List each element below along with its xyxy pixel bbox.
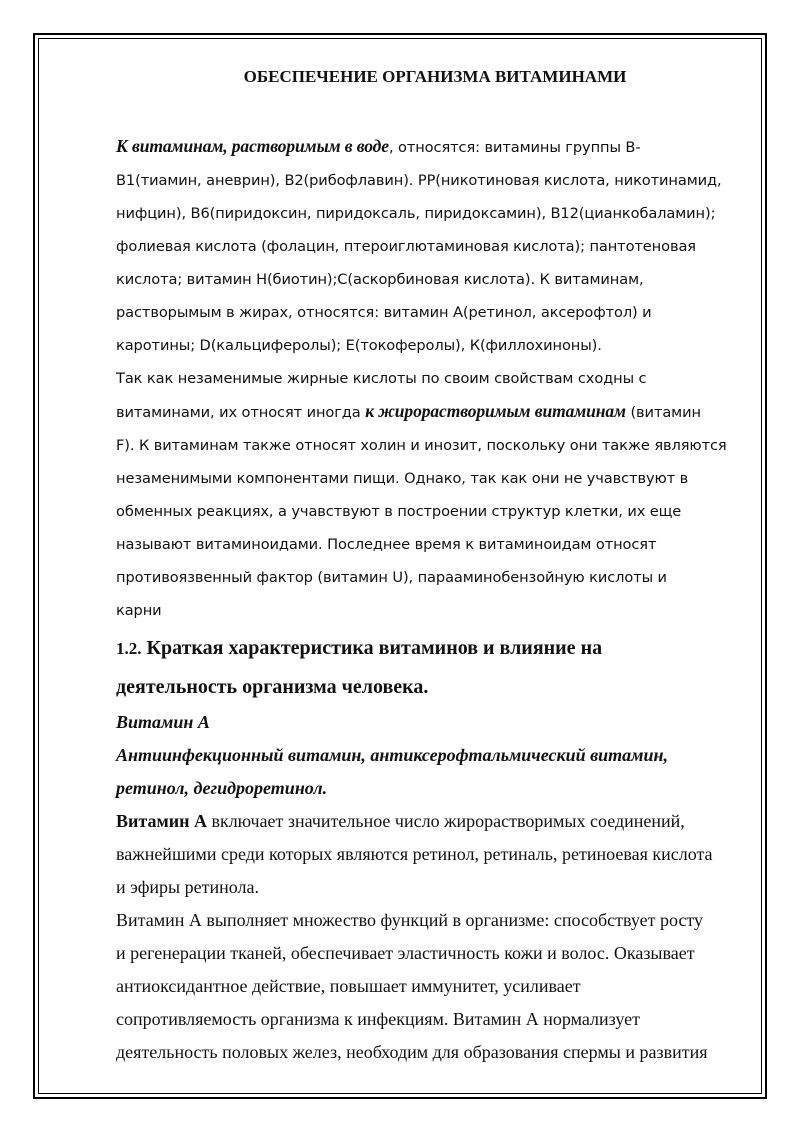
document-title: ОБЕСПЕЧЕНИЕ ОРГАНИЗМА ВИТАМИНАМИ <box>243 67 627 86</box>
vitamin-a-heading: Витамин А Антиинфекционный витамин, антиксерофтальмический витамин, ретинол, дегидроретинол. <box>116 706 746 805</box>
paragraph-water-soluble <box>116 130 746 362</box>
paragraph-vitamin-a-functions <box>116 904 746 1069</box>
text-line: и эфиры ретинола. <box>116 877 259 897</box>
text-line: и регенерации тканей, обеспечивает эластичность кожи и волос. Оказывает <box>116 943 695 963</box>
document-body <box>116 62 746 1069</box>
emphasis-water-soluble: К витаминам, растворимым в воде <box>116 136 389 156</box>
vitamin-a-bold: Витамин А <box>116 811 207 831</box>
text-line: Витамин А выполняет множество функций в организме: способствует росту <box>116 910 704 930</box>
text-line: растворымым в жирах, относятся: витамин А(ретинол, аксерофтол) и <box>116 304 652 321</box>
text-line: карни <box>116 602 162 619</box>
text-line: обменных реакциях, а учавствуют в построении структур клетки, их еще <box>116 503 682 520</box>
text-line: деятельность половых желез, необходим для образования спермы и развития <box>116 1042 708 1062</box>
text-line: фолиевая кислота (фолацин, птероиглютаминовая кислота); пантотеновая <box>116 238 696 255</box>
text-line: кислота; витамин Н(биотин);С(аскорбиновая кислота). К витаминам, <box>116 271 644 288</box>
paragraph-vitaminoids <box>116 362 746 627</box>
emphasis-fat-soluble: к жирорастворимым витаминам <box>365 401 626 421</box>
text-line: незаменимыми компонентами пищи. Однако, так как они не учавствуют в <box>116 470 689 487</box>
text-line: каротины; D(кальциферолы); Е(токоферолы), К(филлохиноны). <box>116 337 602 354</box>
text-line: нифцин), В6(пиридоксин, пиридоксаль, пиридоксамин), В12(цианкобаламин); <box>116 205 716 222</box>
text-line: витаминами, их относят иногда к жирорастворимым витаминам (витамин <box>116 401 701 421</box>
vitamin-a-aliases: ретинол, дегидроретинол. <box>116 778 328 798</box>
text-line: Так как незаменимые жирные кислоты по своим свойствам сходны с <box>116 370 647 387</box>
paragraph-vitamin-a-compounds <box>116 805 746 904</box>
text-line: Витамин А включает значительное число жирорастворимых соединений, <box>116 811 685 831</box>
section-number: 1.2. <box>116 639 142 658</box>
text-line: сопротивляемость организма к инфекциям. Витамин А нормализует <box>116 1009 641 1029</box>
text-line: К витаминам, растворимым в воде, относятся: витамины группы В- <box>116 136 641 156</box>
text-line: называют витаминоидами. Последнее время к витаминоидам относят <box>116 536 657 553</box>
section-heading: 1.2. Краткая характеристика витаминов и влияние на деятельность организма человека. <box>116 637 603 698</box>
text-line: важнейшими среди которых являются ретинол, ретиналь, ретиноевая кислота <box>116 844 713 864</box>
text-line: противоязвенный фактор (витамин U), парааминобензойную кислоты и <box>116 569 667 586</box>
text-line: F). К витаминам также относят холин и инозит, поскольку они также являются <box>116 437 727 454</box>
vitamin-a-aliases: Антиинфекционный витамин, антиксерофтальмический витамин, <box>116 745 669 765</box>
text-line: антиоксидантное действие, повышает иммунитет, усиливает <box>116 976 581 996</box>
text-line: В1(тиамин, аневрин), В2(рибофлавин). РР(никотиновая кислота, никотинамид, <box>116 172 722 189</box>
